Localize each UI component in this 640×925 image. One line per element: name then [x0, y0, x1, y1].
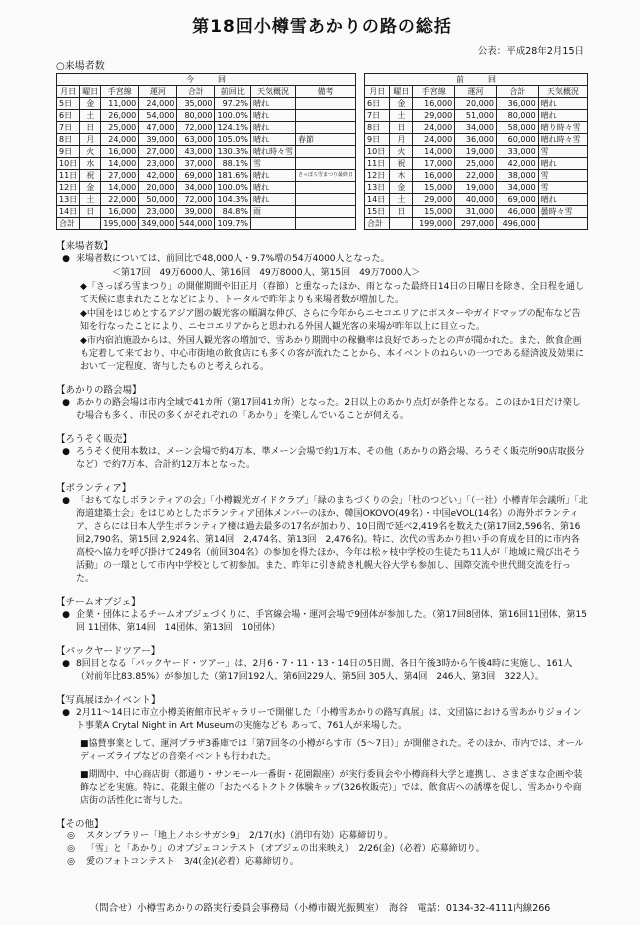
table-cell: 11日: [57, 170, 80, 182]
double-circle-icon: ◎: [67, 857, 75, 867]
bullet-icon: ●: [62, 398, 70, 408]
table-cell: 23,000: [139, 206, 177, 218]
table-cell: 69,000: [177, 170, 215, 182]
table-cell: 11,000: [101, 98, 139, 110]
table-cell: 晴れ: [538, 158, 587, 170]
table-cell: 10日: [57, 158, 80, 170]
table-cell: 39,000: [139, 134, 177, 146]
table-cell: 13日: [365, 182, 390, 194]
column-header: 曜日: [80, 86, 101, 98]
paragraph: ＜第17回 49万6000人、第16回 49万8000人、第15回 49万7000人＞: [112, 268, 421, 278]
table-row: [365, 110, 588, 122]
table-cell: 晴れ: [250, 134, 295, 146]
table-cell: 40,000: [455, 194, 497, 206]
table-cell: 80,000: [177, 110, 215, 122]
table-cell: 木: [390, 170, 413, 182]
table-cell: 195,000: [101, 218, 139, 230]
table-cell: 349,000: [139, 218, 177, 230]
table-cell: 47,000: [139, 122, 177, 134]
table-row: [57, 122, 356, 134]
table-cell: 23,000: [139, 158, 177, 170]
current-column-headers: [57, 86, 356, 98]
table-cell: 42,000: [496, 158, 538, 170]
table-cell: 34,000: [496, 182, 538, 194]
table-cell: 130.3%: [215, 146, 251, 158]
table-row: [57, 134, 356, 146]
table-cell: 火: [390, 146, 413, 158]
bullet-icon: ●: [62, 254, 70, 264]
paragraph: あかりの路会場は市内全域で41カ所（第17回41カ所）となった。2日以上のあかり点灯が条件となる。このほか1日だけ楽しむ場合も多く、市民の多くがそれぞれの「あかり」を楽しんでいることが伺える。: [76, 398, 581, 421]
table-cell: 春節: [295, 134, 355, 146]
column-header: 月日: [57, 86, 80, 98]
table-cell: [295, 218, 355, 230]
table-cell: 35,000: [177, 98, 215, 110]
section-other: [56, 816, 588, 869]
section-photo: [56, 692, 588, 808]
table-cell: 109.7%: [215, 218, 251, 230]
table-cell: 19,000: [455, 146, 497, 158]
double-circle-icon: ◎: [67, 844, 75, 854]
table-cell: 24,000: [139, 98, 177, 110]
column-header: 月日: [365, 86, 390, 98]
table-cell: [295, 98, 355, 110]
table-cell: 36,000: [455, 134, 497, 146]
table-cell: 土: [80, 194, 101, 206]
table-cell: 84.8%: [215, 206, 251, 218]
table-cell: [295, 110, 355, 122]
table-cell: 土: [390, 110, 413, 122]
table-row: [365, 170, 588, 182]
table-cell: 22,000: [101, 194, 139, 206]
bullet-icon: ●: [62, 610, 70, 620]
table-cell: 14日: [365, 194, 390, 206]
table-cell: 晴れ時々雪: [250, 146, 295, 158]
table-cell: [295, 146, 355, 158]
table-row: [57, 98, 356, 110]
table-cell: 104.3%: [215, 194, 251, 206]
table-cell: 晴れ: [250, 98, 295, 110]
table-cell: 16,000: [101, 206, 139, 218]
table-cell: 14,000: [101, 182, 139, 194]
table-cell: 69,000: [496, 194, 538, 206]
table-cell: 36,000: [496, 98, 538, 110]
table-cell: 26,000: [101, 110, 139, 122]
section-title: 【バックヤードツアー】: [56, 646, 161, 657]
section-backyard: [56, 643, 588, 684]
table-cell: 37,000: [177, 158, 215, 170]
table-cell: 晴れ: [538, 194, 587, 206]
table-cell: 日: [390, 206, 413, 218]
bullet-icon: ●: [62, 708, 70, 718]
table-cell: 24,000: [413, 122, 455, 134]
table-cell: 29,000: [413, 194, 455, 206]
table-cell: 雪: [250, 158, 295, 170]
table-cell: 16,000: [413, 170, 455, 182]
table-row: [365, 146, 588, 158]
publish-date: 公表：平成28年2月15日: [477, 46, 584, 57]
table-cell: 63,000: [177, 134, 215, 146]
table-cell: 15,000: [413, 182, 455, 194]
table-row: [365, 122, 588, 134]
column-header: 運河: [139, 86, 177, 98]
table-cell: 10日: [365, 146, 390, 158]
section-candle: [56, 431, 588, 472]
section-route: [56, 382, 588, 423]
table-cell: 16,000: [413, 98, 455, 110]
table-cell: 100.0%: [215, 110, 251, 122]
table-cell: 月: [80, 134, 101, 146]
paragraph: ろうそく使用本数は、メーン会場で約4万本、準メーン会場で約1万本、その他（あかりの路会場、ろうそく販売所90店取扱分など）で約7万本、合計約12万本となった。: [76, 447, 585, 470]
table-cell: 54,000: [139, 110, 177, 122]
table-cell: [295, 182, 355, 194]
paragraph: 「おもてなしボランティアの会」「小樽観光ガイドクラブ」「緑のまちづくりの会」「杜のつどい」「（一社）小樽青年会議所」「北海道建築士会」をはじめとしたボランティア団体メンバーのほか、韓国OKOVO(49名）・中国eVOL(14名）の海外ボランティア、さらには日本人学生ボランティア棲は過去最多の17名が加わり、10日間で延べ2,419名を数えた(第17回2,596名、第16回2,790名、第15回 2,924名、第14回 2,474名、第13回 2,476名)。特に、次代の雪あかり担い手の育成を目的に市内各高校へ協力を呼び掛けて249名（前回304名）の参加を得たほか、今年は松ヶ枝中学校の生徒たち11人が「地域に飛び出そう活動」の一環として市内中学校として初参加。また、昨年に引き続き札幌大谷大学も参加し、国際交流や世代間交流を行った。: [76, 496, 588, 584]
table-cell: 15日: [365, 206, 390, 218]
table-cell: 19,000: [455, 182, 497, 194]
paragraph: 2月11～14日に市立小樽美術館市民ギャラリーで開催した「小樽雪あかりの路写真展」は、文団協における雪あかりジョイント事業A Crytal Night in Art Museumの実施なども あって、761人が来場した。: [76, 708, 582, 731]
bullet-icon: ●: [62, 496, 70, 506]
table-cell: 58,000: [496, 122, 538, 134]
table-cell: 105.0%: [215, 134, 251, 146]
table-cell: 晴れ: [250, 182, 295, 194]
page-title: 第18回小樽雪あかりの路の総括: [192, 17, 452, 37]
table-row: [57, 194, 356, 206]
table-cell: 7日: [57, 122, 80, 134]
table-cell: 97.2%: [215, 98, 251, 110]
table-cell: 曇時々雪: [538, 206, 587, 218]
table-cell: [295, 206, 355, 218]
column-header: 天気概況: [538, 86, 587, 98]
table-cell: 39,000: [177, 206, 215, 218]
table-cell: 24,000: [413, 134, 455, 146]
column-header: 合計: [496, 86, 538, 98]
table-cell: 297,000: [455, 218, 497, 230]
table-cell: 38,000: [496, 170, 538, 182]
table-cell: 7日: [365, 110, 390, 122]
column-header: 手宮線: [413, 86, 455, 98]
table-cell: 72,000: [177, 194, 215, 206]
section-title: 【ボランティア】: [56, 483, 132, 494]
table-cell: 181.6%: [215, 170, 251, 182]
table-row: [57, 110, 356, 122]
section-title: 【あかりの路会場】: [56, 385, 142, 396]
table-row: [365, 98, 588, 110]
table-cell: 544,000: [177, 218, 215, 230]
table-cell: 60,000: [496, 134, 538, 146]
table-row: [57, 158, 356, 170]
column-header: 天気概況: [250, 86, 295, 98]
table-cell: 月: [390, 134, 413, 146]
table-cell: 6日: [365, 98, 390, 110]
table-cell: 祝: [390, 158, 413, 170]
table-cell: 5日: [57, 98, 80, 110]
table-cell: 合計: [57, 218, 80, 230]
section-volunteer: [56, 480, 588, 586]
visitors-heading: ○来場者数: [56, 61, 105, 72]
table-cell: 22,000: [455, 170, 497, 182]
table-cell: 火: [80, 146, 101, 158]
current-group-header: 今 回: [57, 74, 356, 86]
table-cell: [538, 218, 587, 230]
table-cell: 日: [390, 122, 413, 134]
table-cell: 496,000: [496, 218, 538, 230]
previous-visitors-table: [364, 73, 588, 230]
paragraph: ◆「さっぽろ雪まつり」の開催期間や旧正月（春節）と重なったほか、雨となった最終日14日の日曜日を除き、全日程を通して天候に恵まれたことなどにより、トータルで昨年よりも来場者数が増加した。: [80, 282, 585, 305]
previous-column-headers: [365, 86, 588, 98]
table-cell: 15,000: [413, 206, 455, 218]
paragraph: 来場者数については、前回比で48,000人・9.7%増の54万4000人となった。: [76, 254, 390, 264]
other-item: 愛のフォトコンテスト 3/4(金)(必着）応募締切り。: [86, 857, 299, 867]
table-cell: 51,000: [455, 110, 497, 122]
table-cell: 8日: [57, 134, 80, 146]
table-cell: 日: [80, 206, 101, 218]
table-cell: 日: [80, 122, 101, 134]
paragraph: ◆市内宿泊施設からは、外国人観光客の増加で、雪あかり期間中の稼働率は良好であったとの声が聞かれた。また、飲食企画も定着して来ており、中心市街地の飲食店にも多くの客が流れたことから、本イベントのねらいの一つである経済波及効果において一定程度、寄与したものと考えられる。: [80, 336, 585, 372]
paragraph: ■期間中、中心商店街（都通り・サンモール一番街・花園銀座）が実行委員会や小樽商科大学と連携し、さまざまな企画や装飾などを実施。特に、花銀主催の「おたべるトクトク体験キップ(326枚販売）」では、飲食店への誘導を促し、雪あかりや商店街の活性化に寄与した。: [80, 770, 583, 806]
table-cell: 6日: [57, 110, 80, 122]
table-row: [365, 206, 588, 218]
table-cell: 水: [80, 158, 101, 170]
table-cell: 20,000: [455, 98, 497, 110]
table-cell: [250, 218, 295, 230]
table-cell: 33,000: [496, 146, 538, 158]
double-circle-icon: ◎: [67, 831, 75, 841]
table-cell: 12日: [365, 170, 390, 182]
table-cell: 20,000: [139, 182, 177, 194]
table-cell: 50,000: [139, 194, 177, 206]
total-row: [365, 218, 588, 230]
table-cell: [295, 158, 355, 170]
table-cell: [390, 218, 413, 230]
table-cell: 13日: [57, 194, 80, 206]
table-row: [365, 134, 588, 146]
table-cell: 9日: [57, 146, 80, 158]
table-cell: 金: [390, 98, 413, 110]
current-visitors-table: [56, 73, 356, 230]
table-cell: 8日: [365, 122, 390, 134]
column-header: 合計: [177, 86, 215, 98]
section-title: 【チームオブジェ】: [56, 597, 141, 608]
table-cell: 晴れ: [250, 194, 295, 206]
table-row: [57, 206, 356, 218]
table-cell: 晴れ: [538, 110, 587, 122]
table-cell: 17,000: [413, 158, 455, 170]
table-cell: 14,000: [101, 158, 139, 170]
section-visitors: [56, 238, 588, 374]
table-cell: 晴れ: [250, 110, 295, 122]
table-cell: 25,000: [101, 122, 139, 134]
table-cell: 合計: [365, 218, 390, 230]
section-title: 【来場者数】: [56, 241, 114, 252]
table-cell: 雪: [538, 146, 587, 158]
table-cell: [295, 122, 355, 134]
table-cell: 25,000: [455, 158, 497, 170]
bullet-icon: ●: [62, 659, 70, 669]
column-header: 手宮線: [101, 86, 139, 98]
table-cell: 雪: [538, 182, 587, 194]
table-cell: 雨: [250, 206, 295, 218]
table-row: [57, 146, 356, 158]
table-cell: 14,000: [413, 146, 455, 158]
table-cell: 晴れ時々雪: [538, 134, 587, 146]
column-header: 備考: [295, 86, 355, 98]
table-cell: 100.0%: [215, 182, 251, 194]
table-cell: 晴れ: [250, 170, 295, 182]
table-cell: 72,000: [177, 122, 215, 134]
paragraph: ◆中国をはじめとするアジア圏の観光客の順調な伸び、さらに今年からニセコエリアにポスターやガイドマップの配布など告知を行なったことにより、ニセコエリアからと思われる外国人観光客の来場が昨年以上に目立った。: [80, 309, 581, 332]
bullet-icon: ●: [62, 447, 70, 457]
table-cell: 27,000: [139, 146, 177, 158]
table-cell: さっぽろ雪まつり最終日: [295, 170, 355, 182]
table-cell: 土: [80, 110, 101, 122]
column-header: 前回比: [215, 86, 251, 98]
table-cell: [295, 194, 355, 206]
section-title: 【ろうそく販売】: [56, 434, 133, 445]
total-row: [57, 218, 356, 230]
table-cell: 88.1%: [215, 158, 251, 170]
table-cell: 土: [390, 194, 413, 206]
table-row: [365, 158, 588, 170]
table-cell: 金: [390, 182, 413, 194]
table-cell: 16,000: [101, 146, 139, 158]
paragraph: 企業・団体によるチームオブジェづくりに、手宮線会場・運河会場で9団体が参加した。（第17回8団体、第16回11団体、第15回 11団体、第14回 14団体、第13回 10団体）: [76, 610, 587, 633]
table-cell: [80, 218, 101, 230]
table-cell: 9日: [365, 134, 390, 146]
table-cell: 晴り時々雪: [538, 122, 587, 134]
table-row: [57, 170, 356, 182]
paragraph: ■協賛事業として、運河プラザ3番庫では「第7回冬の小樽がらす市（5～7日）」が開催された。そのほか、市内では、オールディーズライブなどの音楽イベントも行われた。: [80, 739, 584, 762]
column-header: 曜日: [390, 86, 413, 98]
table-cell: 11日: [365, 158, 390, 170]
table-cell: 雪: [538, 170, 587, 182]
paragraph: 8回目となる「バックヤード・ツアー」は、2月6・7・11・13・14日の5日間、各日午後3時から午後4時に実施し、161人（対前年比83.85%）が参加した（第17回192人、第6回229人、第5回 305人、第4回 246人、第3回 322人）。: [76, 659, 573, 682]
table-cell: 34,000: [455, 122, 497, 134]
table-cell: 金: [80, 98, 101, 110]
column-header: 運河: [455, 86, 497, 98]
table-cell: 42,000: [139, 170, 177, 182]
table-row: [57, 182, 356, 194]
table-cell: 祝: [80, 170, 101, 182]
table-cell: 24,000: [101, 134, 139, 146]
table-row: [365, 194, 588, 206]
section-team: [56, 594, 588, 635]
other-item: スタンプラリー「地上ノホシサガシ9」 2/17(水)（消印有効）応募締切り。: [86, 831, 394, 841]
table-row: [365, 182, 588, 194]
table-cell: 46,000: [496, 206, 538, 218]
table-cell: 金: [80, 182, 101, 194]
contact-footer: （問合せ）小樽雪あかりの路実行委員会事務局（小樽市観光振興室） 海谷 電話：0134-32-4111内線266: [89, 903, 551, 914]
table-cell: 晴れ: [250, 122, 295, 134]
table-cell: 12日: [57, 182, 80, 194]
visitor-tables: [56, 73, 588, 230]
table-cell: 14日: [57, 206, 80, 218]
section-title: 【写真展ほかイベント】: [56, 695, 161, 706]
table-cell: 31,000: [455, 206, 497, 218]
table-cell: 80,000: [496, 110, 538, 122]
table-cell: 29,000: [413, 110, 455, 122]
table-cell: 43,000: [177, 146, 215, 158]
table-cell: 晴れ: [538, 98, 587, 110]
section-title: 【その他】: [56, 819, 104, 830]
table-cell: 124.1%: [215, 122, 251, 134]
table-cell: 27,000: [101, 170, 139, 182]
table-cell: 199,000: [413, 218, 455, 230]
table-cell: 34,000: [177, 182, 215, 194]
other-item: 「雪」と「あかり」のオブジェコンテスト（オブジェの出来映え） 2/26(金)（必着）応募締切り。: [86, 844, 485, 854]
previous-group-header: 前 回: [365, 74, 588, 86]
